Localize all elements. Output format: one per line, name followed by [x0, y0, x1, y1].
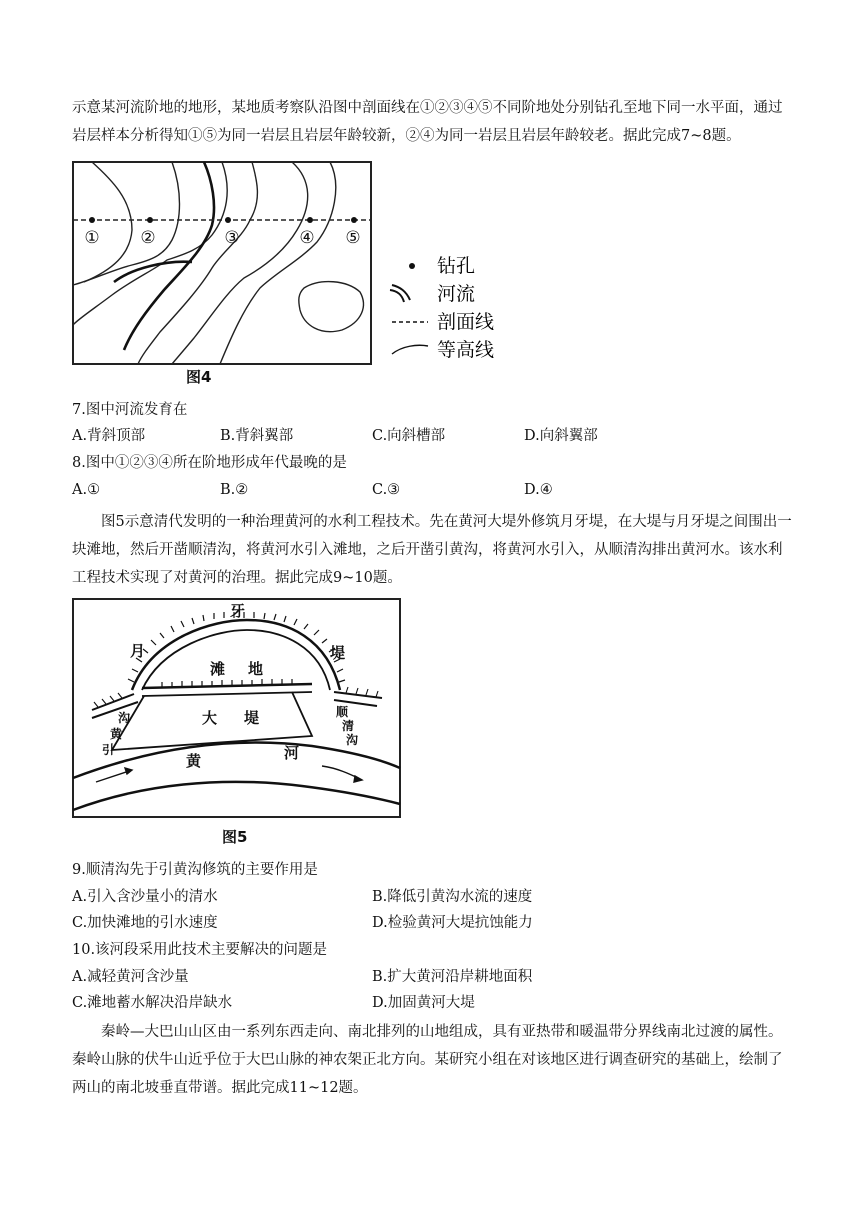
legend-river: 河流: [437, 283, 476, 305]
q10-option-b[interactable]: B.扩大黄河沿岸耕地面积: [372, 969, 533, 985]
q9-option-b[interactable]: B.降低引黄沟水流的速度: [372, 889, 533, 905]
label-huang-left: 黄: [110, 727, 123, 741]
label-di-tan: 地: [248, 660, 264, 678]
legend-river-icon: [390, 285, 410, 302]
q8-option-a[interactable]: A.①: [72, 482, 101, 498]
label-gou-right: 沟: [346, 733, 359, 747]
question-10-stem: 10.该河段采用此技术主要解决的问题是: [72, 942, 328, 958]
label-da: 大: [202, 709, 218, 727]
q9-option-a[interactable]: A.引入含沙量小的清水: [72, 889, 218, 905]
q8-option-d[interactable]: D.④: [524, 482, 553, 498]
point-4-label: ④: [299, 228, 315, 248]
label-yin: 引: [102, 743, 115, 757]
figure-5: [72, 598, 402, 820]
label-he: 河: [284, 744, 300, 762]
q10-option-d[interactable]: D.加固黄河大堤: [372, 995, 475, 1011]
point-5-label: ⑤: [345, 228, 361, 248]
legend: [390, 255, 494, 361]
intro-paragraph-3: 秦岭—大巴山山区由一系列东西走向、南北排列的山地组成，具有亚热带和暖温带分界线南北过渡的属性。秦岭山脉的伏牛山近乎位于大巴山脉的神农架正北方向。某研究小组在对该地区进行调查研究的基础上，绘制了两山的南北坡垂直带谱。据此完成11~12题。: [72, 1024, 783, 1096]
legend-drill-icon: [409, 263, 415, 269]
legend-contour-icon: [392, 345, 428, 354]
intro-paragraph-1: 示意某河流阶地的地形，某地质考察队沿图中剖面线在①②③④⑤不同阶地处分别钻孔至地下同一水平面，通过岩层样本分析得知①⑤为同一岩层且岩层年龄较新，②④为同一岩层且岩层年龄较老。据此完成7~8题。: [72, 100, 783, 144]
question-7-stem: 7.图中河流发育在: [72, 402, 188, 418]
q10-option-a[interactable]: A.减轻黄河含沙量: [72, 969, 189, 985]
label-di-right: 堤: [330, 644, 346, 662]
q7-option-a[interactable]: A.背斜顶部: [72, 428, 146, 444]
q7-option-d[interactable]: D.向斜翼部: [524, 428, 598, 444]
figure-5-diagram: [72, 598, 402, 820]
q8-option-b[interactable]: B.②: [220, 482, 249, 498]
label-tan: 滩: [210, 660, 226, 678]
label-qing: 清: [342, 719, 355, 733]
legend-drill: 钻孔: [437, 255, 476, 277]
figure-5-caption: 图5: [222, 828, 248, 846]
label-huang: 黄: [186, 752, 202, 770]
label-shun: 顺: [336, 705, 349, 719]
label-di-levee: 堤: [244, 709, 260, 727]
q10-option-c[interactable]: C.滩地蓄水解决沿岸缺水: [72, 995, 233, 1011]
intro-paragraph-2: 图5示意清代发明的一种治理黄河的水利工程技术。先在黄河大堤外修筑月牙堤，在大堤与月牙堤之间围出一块滩地，然后开凿顺清沟，将黄河水引入滩地，之后开凿引黄沟，将黄河水引入，从顺清沟排出黄河水。该水利工程技术实现了对黄河的治理。据此完成9~10题。: [72, 514, 792, 586]
legend-profile: 剖面线: [437, 311, 495, 333]
question-10-options-row-1: [72, 964, 792, 990]
q9-option-d[interactable]: D.检验黄河大堤抗蚀能力: [372, 915, 533, 931]
question-10-options-row-2: [72, 990, 792, 1016]
figure-4-caption: 图4: [186, 368, 212, 386]
label-ya: 牙: [230, 602, 246, 620]
question-7-options: [72, 423, 792, 449]
question-9-stem: 9.顺清沟先于引黄沟修筑的主要作用是: [72, 862, 318, 878]
legend-contour: 等高线: [437, 339, 495, 361]
figure-4: [72, 160, 512, 390]
point-2-label: ②: [140, 228, 156, 248]
q8-option-c[interactable]: C.③: [372, 482, 401, 498]
label-yue: 月: [130, 642, 146, 660]
question-8-options: [72, 477, 792, 503]
point-1-label: ①: [84, 228, 100, 248]
q7-option-b[interactable]: B.背斜翼部: [220, 428, 294, 444]
q7-option-c[interactable]: C.向斜槽部: [372, 428, 446, 444]
question-9-options-row-2: [72, 910, 792, 936]
label-gou-left: 沟: [118, 711, 131, 725]
point-3-label: ③: [224, 228, 240, 248]
question-9-options-row-1: [72, 884, 792, 910]
question-8-stem: 8.图中①②③④所在阶地形成年代最晚的是: [72, 455, 347, 471]
q9-option-c[interactable]: C.加快滩地的引水速度: [72, 915, 218, 931]
figure-4-map: [72, 160, 512, 390]
